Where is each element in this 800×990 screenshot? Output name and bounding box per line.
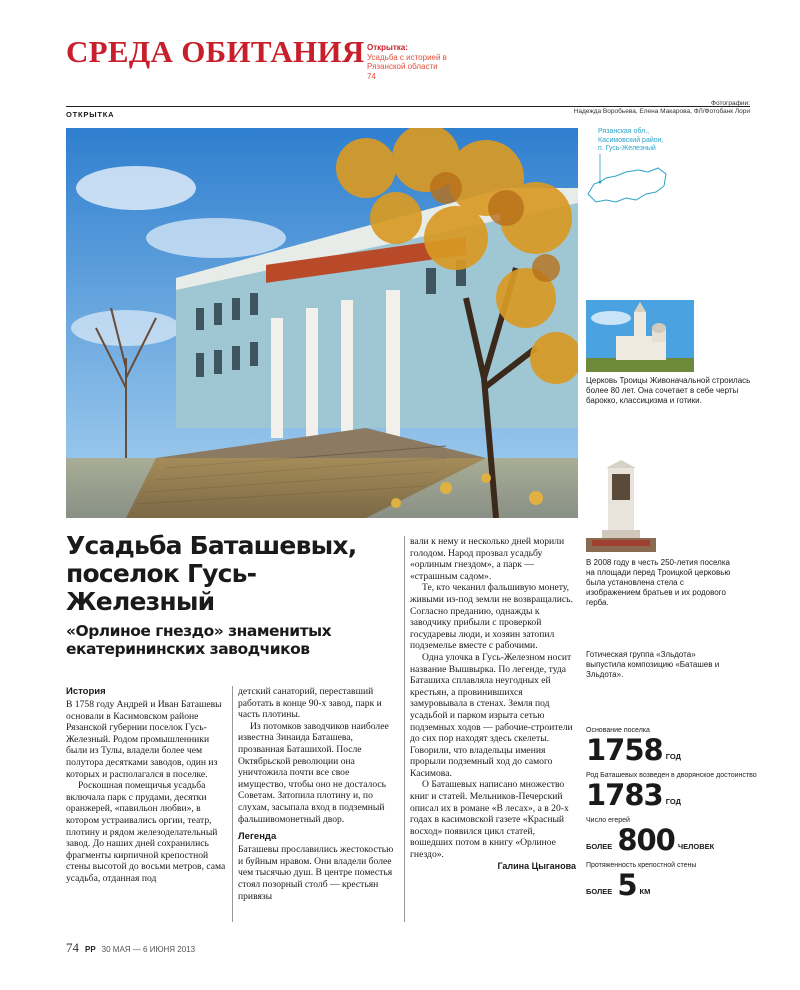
fact-item: Основание поселка 1758 ГОД bbox=[586, 727, 681, 767]
map-caption: Рязанская обл., Касимовский район, п. Гусь-Железный bbox=[598, 128, 664, 152]
paragraph: Те, кто чеканил фальшивую монету, живыми из-под земли не возвращались. Согласно преданию, однажды к заводчику прибыли с проверкой государевы люди, и хозяин затопил подземелье вместе с рабочими. bbox=[410, 582, 573, 652]
related-article-label: Открытка: bbox=[367, 43, 408, 52]
section-title: СРЕДА ОБИТАНИЯ bbox=[66, 34, 365, 69]
magazine-name: РР bbox=[85, 945, 96, 954]
column-divider bbox=[404, 536, 405, 922]
column-divider bbox=[232, 686, 233, 922]
fact-value: 800 bbox=[617, 823, 675, 857]
page-number: 74 bbox=[66, 940, 79, 955]
main-photo-manor bbox=[66, 128, 578, 518]
church-caption: Церковь Троицы Живоначальной строилась более 80 лет. Она сочетает в себе черты барокко, классицизма и готики. bbox=[586, 376, 751, 405]
fact-item: Протяженность крепостной стены БОЛЕЕ 5 КМ bbox=[586, 862, 697, 902]
related-article-page: 74 bbox=[367, 71, 376, 81]
location-map bbox=[586, 128, 670, 228]
paragraph: Из потомков заводчиков наиболее известна Зинаида Баташева, прозванная Баташихой. После Октябрьской революции она уничтожила почти все свое имущество, чтобы оно не досталось Советам. Затопила плотину и, по слухам, засыпала вход в подземный фальшивомонетный двор. bbox=[238, 720, 389, 825]
history-heading: История bbox=[66, 686, 106, 697]
photo-credit-label: Фотографии: bbox=[711, 100, 750, 107]
russia-map-icon bbox=[586, 154, 670, 214]
paragraph: Баташевы прославились жестокостью и буйным нравом. Они владели более чем тысячью душ. В центре поместья стоял позорный столб — крестьян привязы bbox=[238, 844, 394, 902]
fact-prefix: БОЛЕЕ bbox=[586, 842, 613, 851]
fact-unit: ЧЕЛОВЕК bbox=[677, 842, 715, 851]
page-footer bbox=[66, 940, 195, 956]
fact-unit: КМ bbox=[639, 887, 651, 896]
article-headline: Усадьба Баташевых, поселок Гусь-Железный bbox=[66, 531, 357, 616]
paragraph: Одна улочка в Гусь-Железном носит название Вышвырка. По легенде, туда Баташиха сплавляла неугодных ей крестьян, а провинившихся замуровывала в стенах. Земля под усадьбой и парком изрыта сетью подземных ходов — рабочие-строители до сих пор находят здесь скелеты. Говорили, что владельцы имения прорыли подземный ход до самого Касимова. bbox=[410, 651, 573, 779]
paragraph: О Баташевых написано множество книг и статей. Мельников-Печерский описал их в романе «В лесах», а в 20-х годах в касимовской газете «Красный восход» появился цикл статей, вошедших потом в книгу «Орлиное гнездо». bbox=[410, 779, 569, 861]
photo-credit-names: Надежда Воробьева, Елена Макарова, ФЛ/Фотобанк Лори bbox=[573, 108, 750, 115]
paragraph: вали к нему и несколько дней морили голодом. Народ прозвал усадьбу «орлиным гнездом», а парк — «страшным садом». bbox=[410, 536, 565, 582]
paragraph: В 1758 году Андрей и Иван Баташевы основали в Касимовском районе Рязанской губернии поселок Гусь-Железный. Родом промышленники были из Тулы, владели более чем полутора десятками заводов, один из которых и располагался в поселке. bbox=[66, 699, 222, 780]
article-column-3 bbox=[410, 536, 576, 872]
article-column-2 bbox=[238, 686, 398, 902]
fact-unit: ГОД bbox=[665, 752, 681, 761]
paragraph: детский санаторий, переставший работать в конце 90-х завод, парк и часть плотины. bbox=[238, 686, 382, 721]
facts-panel bbox=[586, 726, 766, 900]
fact-value: 1783 bbox=[586, 778, 663, 812]
fact-value: 5 bbox=[617, 868, 637, 902]
photo-credit bbox=[510, 100, 750, 116]
paragraph: Роскошная помещичья усадьба включала парк с прудами, десятки оранжерей, «павильон любви», в котором устраивались оргии, театр, плотину и рядом железоделательный завод. До наших дней сохранились фрагменты кирпичной крепостной стены высотой до восьми метров, сама усадьба, отданная под bbox=[66, 780, 226, 884]
related-article-link[interactable] bbox=[367, 43, 477, 81]
fact-item: Число егерей БОЛЕЕ 800 ЧЕЛОВЕК bbox=[586, 817, 715, 857]
article-subheadline: «Орлиное гнездо» знаменитых екатерининских заводчиков bbox=[66, 622, 332, 658]
fact-unit: ГОД bbox=[665, 797, 681, 806]
legend-heading: Легенда bbox=[238, 831, 277, 843]
stele-photo bbox=[586, 460, 656, 552]
fact-item: Род Баташевых возведен в дворянское достоинство 1783 ГОД bbox=[586, 772, 757, 812]
article-author: Галина Цыганова bbox=[497, 860, 576, 871]
article-column-1 bbox=[66, 686, 228, 885]
related-article-title: Усадьба с историей в Рязанской области bbox=[367, 52, 447, 71]
gothic-caption: Готическая группа «Зльдота» выпустила композицию «Баташев и Зльдота». bbox=[586, 650, 720, 679]
issue-date: 30 МАЯ — 6 ИЮНЯ 2013 bbox=[101, 945, 196, 954]
rubric-label: ОТКРЫТКА bbox=[66, 110, 115, 119]
stele-caption: В 2008 году в честь 250-летия поселка на площади перед Троицкой церковью была установлена стела с изображением братьев и их родового герба. bbox=[586, 558, 731, 607]
fact-prefix: БОЛЕЕ bbox=[586, 887, 613, 896]
church-photo bbox=[586, 300, 694, 372]
fact-value: 1758 bbox=[586, 733, 663, 767]
